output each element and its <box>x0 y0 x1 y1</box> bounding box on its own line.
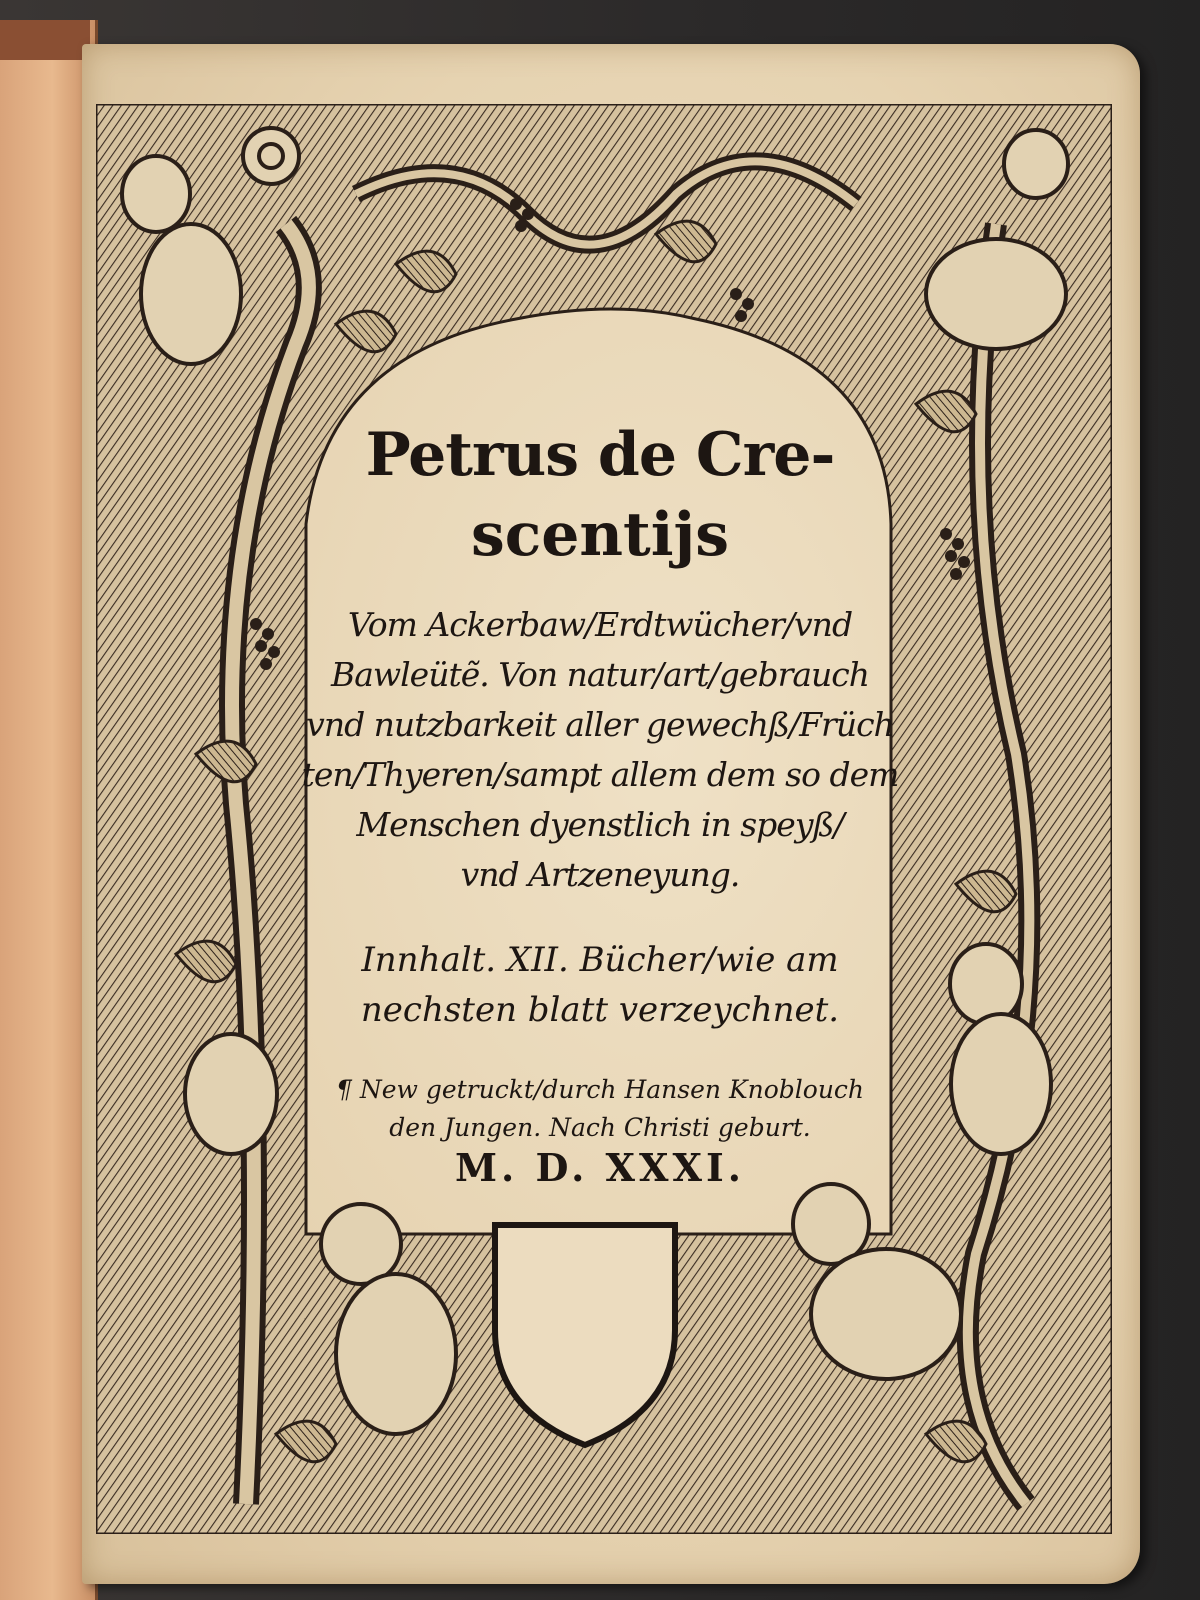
subtitle-line-3: vnd nutzbarkeit aller gewechß/Früch <box>306 705 894 744</box>
title-text-block <box>300 400 900 1200</box>
imprint-line-2: den Jungen. Nach Christi geburt. <box>389 1113 811 1142</box>
subtitle-line-2: Bawleütẽ. Von natur/art/gebrauch <box>330 655 870 694</box>
subtitle-line-5: Menschen dyenstlich in speyß/ <box>356 805 844 844</box>
contents-line-1: Innhalt. XII. Bücher/wie am <box>361 940 839 980</box>
imprint-line-1: ¶ New getruckt/durch Hansen Knoblouch <box>335 1075 865 1104</box>
page-title-line-1: Petrus de Cre- <box>365 420 835 490</box>
subtitle-line-4: ten/Thyeren/sampt allem dem so dem <box>301 755 899 794</box>
subtitle-line-6: vnd Artzeneyung. <box>460 855 740 894</box>
page-title-line-2: scentijs <box>470 500 730 570</box>
blank-shield-illustration <box>490 1220 680 1450</box>
book-cover-edge <box>0 20 90 60</box>
subtitle-line-1: Vom Ackerbaw/Erdtwücher/vnd <box>347 605 853 644</box>
contents-line-2: nechsten blatt verzeychnet. <box>360 990 840 1030</box>
imprint-date: M. D. XXXI. <box>454 1145 746 1190</box>
